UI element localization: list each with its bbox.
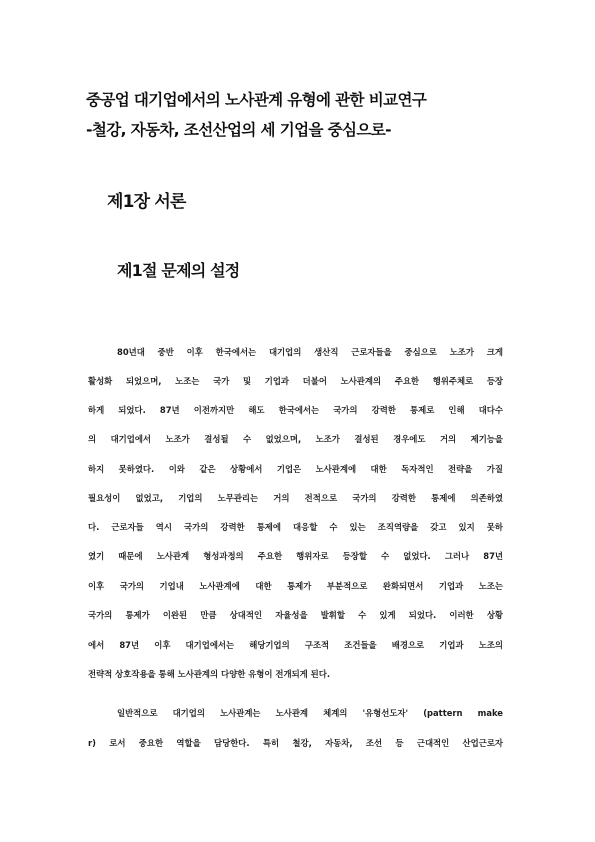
- paragraph-2-line-2: r) 로서 중요한 역할을 담당한다. 특히 철강, 자동차, 조선 등 근대적인 산업근로자: [88, 738, 503, 748]
- paragraph-1-line-2: 활성화 되었으며, 노조는 국가 및 기업과 더불어 노사관계의 주요한 행위주체로 등장: [88, 376, 503, 386]
- paragraph-1-line-11: 에서 87년 이후 대기업에서는 해당기업의 구조적 조건들을 배경으로 기업과 노조의: [88, 640, 503, 650]
- paragraph-1-line-12: 전략적 상호작용을 통해 노사관계의 다양한 유형이 전개되게 된다.: [88, 669, 331, 679]
- section-heading: 제1절 문제의 설정: [117, 261, 240, 280]
- paragraph-1-line-8: 였기 때문에 노사관계 형성과정의 주요한 행위자로 등장할 수 없었다. 그러나 87년: [88, 551, 503, 561]
- document-subtitle: -철강, 자동차, 조선산업의 세 기업을 중심으로-: [86, 121, 391, 139]
- paragraph-1-line-3: 하게 되었다. 87년 이전까지만 해도 한국에서는 국가의 강력한 통제로 인해 대다수: [88, 405, 503, 415]
- paragraph-1-line-1: 80년대 중반 이후 한국에서는 대기업의 생산직 근로자들을 중심으로 노조가 크게: [117, 347, 503, 357]
- document-title: 중공업 대기업에서의 노사관계 유형에 관한 비교연구: [86, 91, 427, 109]
- paragraph-1-line-6: 필요성이 없었고, 기업의 노무관리는 거의 전적으로 국가의 강력한 통제에 의존하였: [88, 493, 503, 503]
- paragraph-1-line-10: 국가의 통제가 이완된 만큼 상대적인 자율성을 발휘할 수 있게 되었다. 이러한 상황: [88, 610, 503, 620]
- paragraph-1-line-4: 의 대기업에서 노조가 결성될 수 없었으며, 노조가 결성된 경우에도 거의 제기능을: [88, 434, 503, 444]
- paragraph-1-line-9: 이후 국가의 기업내 노사관계에 대한 통제가 부분적으로 완화되면서 기업과 노조는: [88, 581, 503, 591]
- paragraph-2-line-1: 일반적으로 대기업의 노사관계는 노사관계 체계의 '유형선도자' (pattern make: [117, 708, 503, 718]
- paragraph-1-line-5: 하지 못하였다. 이와 같은 상황에서 기업은 노사관계에 대한 독자적인 전략을 가질: [88, 464, 503, 474]
- chapter-heading: 제1장 서론: [107, 192, 186, 212]
- paragraph-1-line-7: 다. 근로자들 역시 국가의 강력한 통제에 대응할 수 있는 조직역량을 갖고 있지 못하: [88, 522, 503, 532]
